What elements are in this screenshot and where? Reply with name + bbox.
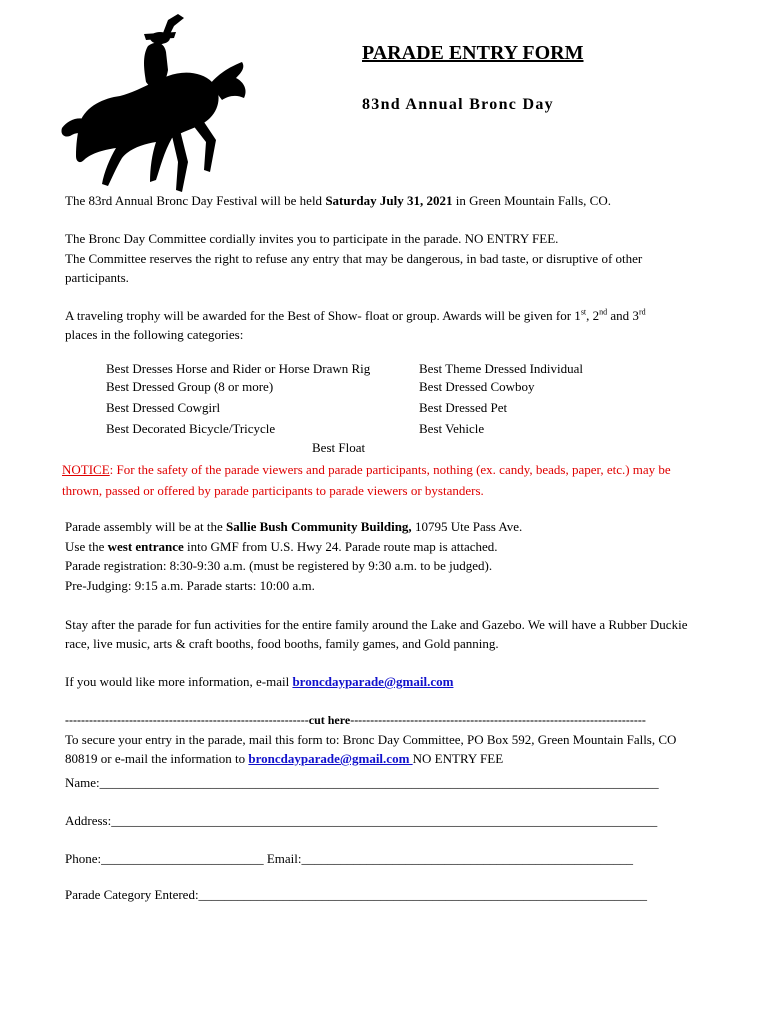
assembly-line-2 [65, 537, 498, 556]
text: and 3 [607, 308, 639, 323]
text: The 83rd Annual Bronc Day Festival will be held [65, 193, 326, 208]
awards-line-1 [65, 306, 646, 325]
email-link-2[interactable]: broncdayparade@gmail.com [248, 751, 413, 766]
sup: rd [638, 307, 646, 317]
page-title: PARADE ENTRY FORM [362, 42, 584, 64]
text: 80819 or e-mail the information to [65, 751, 249, 766]
category-right-4: Best Vehicle [419, 421, 485, 436]
category-field[interactable]: Parade Category Entered:_____________________________________________________________________ [65, 887, 648, 902]
assembly-line-1 [65, 517, 522, 536]
festival-date: Saturday July 31, 2021 [325, 193, 453, 208]
invite-line-3: participants. [65, 270, 129, 285]
text: : For the safety of the parade viewers and parade participants, nothing (ex. candy, beads, paper, etc.) may be [109, 462, 671, 477]
text: , 2 [586, 308, 600, 323]
category-left-1: Best Dresses Horse and Rider or Horse Drawn Rig [106, 361, 371, 376]
invite-line-1: The Bronc Day Committee cordially invites you to participate in the parade. NO ENTRY FEE. [65, 231, 559, 246]
phone-email-field[interactable]: Phone:_________________________ Email:___________________________________________________ [65, 851, 634, 866]
activities-line-1: Stay after the parade for fun activities for the entire family around the Lake and Gazebo. We will have a Rubber Duckie [65, 617, 688, 632]
text: 10795 Ute Pass Ave. [411, 519, 523, 534]
category-left-4: Best Decorated Bicycle/Tricycle [106, 421, 276, 436]
cut-here-line: -------------------------------------------------------------cut here-------------------------------------------------------------------------- [65, 713, 646, 727]
text: Use the [65, 539, 108, 554]
email-link[interactable]: broncdayparade@gmail.com [292, 674, 454, 689]
mail-line-1: To secure your entry in the parade, mail this form to: Bronc Day Committee, PO Box 592, Green Mountain Falls, CO [65, 732, 677, 747]
category-center: Best Float [312, 440, 366, 455]
notice-line-1 [62, 460, 671, 479]
notice-label: NOTICE [62, 462, 110, 477]
sup: st [580, 307, 587, 317]
activities-line-2: race, live music, arts & craft booths, food booths, family games, and Gold panning. [65, 636, 499, 651]
text: A traveling trophy will be awarded for the Best of Show- float or group. Awards will be given for 1 [65, 308, 581, 323]
text: If you would like more information, e-mail [65, 674, 293, 689]
mail-line-2 [65, 749, 503, 768]
category-right-2: Best Dressed Cowboy [419, 379, 535, 394]
venue: Sallie Bush Community Building, [226, 519, 412, 534]
bronc-rider-logo [60, 12, 250, 194]
category-left-3: Best Dressed Cowgirl [106, 400, 221, 415]
sup: nd [599, 307, 608, 317]
address-field[interactable]: Address:____________________________________________________________________________________ [65, 813, 658, 828]
text: Parade assembly will be at the [65, 519, 227, 534]
category-right-3: Best Dressed Pet [419, 400, 508, 415]
festival-date-paragraph [65, 191, 611, 210]
page-subtitle: 83nd Annual Bronc Day [362, 96, 554, 113]
name-field[interactable]: Name:______________________________________________________________________________________ [65, 775, 659, 790]
registration-line: Parade registration: 8:30-9:30 a.m. (must be registered by 9:30 a.m. to be judged). [65, 558, 493, 573]
entrance: west entrance [107, 539, 184, 554]
prejudging-line: Pre-Judging: 9:15 a.m. Parade starts: 10:00 a.m. [65, 578, 315, 593]
awards-line-2: places in the following categories: [65, 327, 244, 342]
text: in Green Mountain Falls, CO. [452, 193, 611, 208]
info-line [65, 672, 453, 691]
invite-line-2: The Committee reserves the right to refuse any entry that may be dangerous, in bad taste, or disruptive of other [65, 251, 643, 266]
category-left-2: Best Dressed Group (8 or more) [106, 379, 274, 394]
text: into GMF from U.S. Hwy 24. Parade route map is attached. [183, 539, 498, 554]
text: NO ENTRY FEE [412, 751, 504, 766]
category-right-1: Best Theme Dressed Individual [419, 361, 584, 376]
notice-line-2: thrown, passed or offered by parade participants to parade viewers or bystanders. [62, 483, 484, 498]
